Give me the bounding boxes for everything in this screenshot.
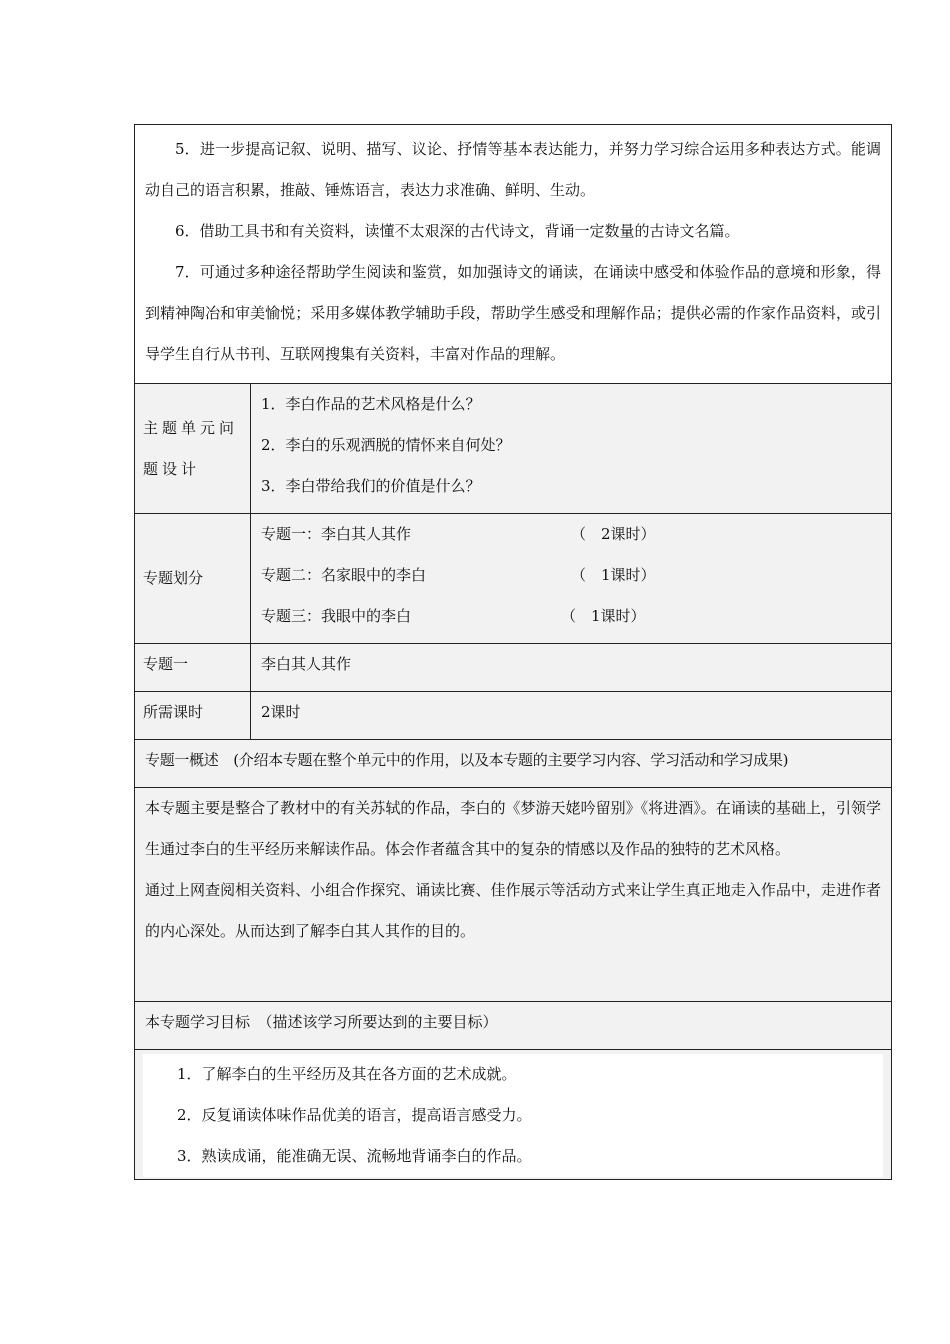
overview-heading: 专题一概述 (介绍本专题在整个单元中的作用，以及本专题的主要学习内容、学习活动和学习成果) [145,751,789,769]
questions-list [251,384,891,513]
questions-row [135,383,891,513]
overview-body-row [135,787,891,1001]
hours-value-cell [251,692,891,739]
topic-name: 专题三：我眼中的李白 [261,607,412,625]
hours-row [135,691,891,739]
topic1-value-cell [251,644,891,691]
questions-label: 主题单元问题设计 [143,418,239,478]
topic-hours: （ 1课时） [571,566,656,584]
hours-label: 所需课时 [143,703,204,721]
topic-name: 专题一：李白其人其作 [261,525,412,543]
objectives-heading-row [135,1001,891,1049]
objectives-body-row [135,1049,891,1179]
question-item: 2．李白的乐观洒脱的情怀来自何处？ [261,436,511,454]
topic-item [261,596,881,637]
topic1-label: 专题一 [143,655,189,673]
objective-item: 3．熟读成诵，能准确无误、流畅地背诵李白的作品。 [177,1147,532,1165]
standard-item: 5．进一步提高记叙、说明、描写、议论、抒情等基本表达能力，并努力学习综合运用多种表达方式。能调动自己的语言积累，推敲、锤炼语言，表达力求准确、鲜明、生动。 [145,140,881,199]
topic-item [261,514,881,555]
overview-paragraph: 通过上网查阅相关资料、小组合作探究、诵读比赛、佳作展示等活动方式来让学生真正地走入作品中，走进作者的内心深处。从而达到了解李白其人其作的目的。 [145,881,881,940]
topic-item [261,555,881,596]
overview-heading-row [135,739,891,787]
topic1-row [135,643,891,691]
objectives-heading: 本专题学习目标 （描述该学习所要达到的主要目标） [145,1013,498,1031]
objectives-list [143,1054,883,1177]
objective-item: 2．反复诵读体味作品优美的语言，提高语言感受力。 [177,1106,532,1124]
question-item: 3．李白带给我们的价值是什么？ [261,477,481,495]
topic-hours: （ 1课时） [561,607,646,625]
standards-section [135,125,891,383]
overview-paragraph: 本专题主要是整合了教材中的有关苏轼的作品，李白的《梦游天姥吟留别》《将进酒》。在诵读的基础上，引领学生通过李白的生平经历来解读作品。体会作者蕴含其中的复杂的情感以及作品的独特的艺术风格。 [145,799,881,858]
topics-row [135,513,891,643]
topic1-label-cell [135,644,251,691]
standard-item: 6．借助工具书和有关资料，读懂不太艰深的古代诗文，背诵一定数量的古诗文名篇。 [175,222,740,240]
hours-label-cell [135,692,251,739]
objective-item: 1．了解李白的生平经历及其在各方面的艺术成就。 [177,1065,517,1083]
hours-value: 2课时 [261,703,301,721]
lesson-plan-table [134,124,892,1180]
questions-label-cell [135,384,251,513]
topic1-value: 李白其人其作 [261,655,352,673]
question-item: 1．李白作品的艺术风格是什么？ [261,395,481,413]
topics-label-cell [135,514,251,643]
topic-hours: （ 2课时） [571,525,656,543]
topic-name: 专题二：名家眼中的李白 [261,566,427,584]
standard-item: 7．可通过多种途径帮助学生阅读和鉴赏，如加强诗文的诵读，在诵读中感受和体验作品的意境和形象，得到精神陶冶和审美愉悦；采用多媒体教学辅助手段，帮助学生感受和理解作品；提供必需的作家作品资料，或引导学生自行从书刊、互联网搜集有关资料，丰富对作品的理解。 [145,263,881,363]
topics-list [251,514,891,643]
topics-label: 专题划分 [143,569,204,587]
